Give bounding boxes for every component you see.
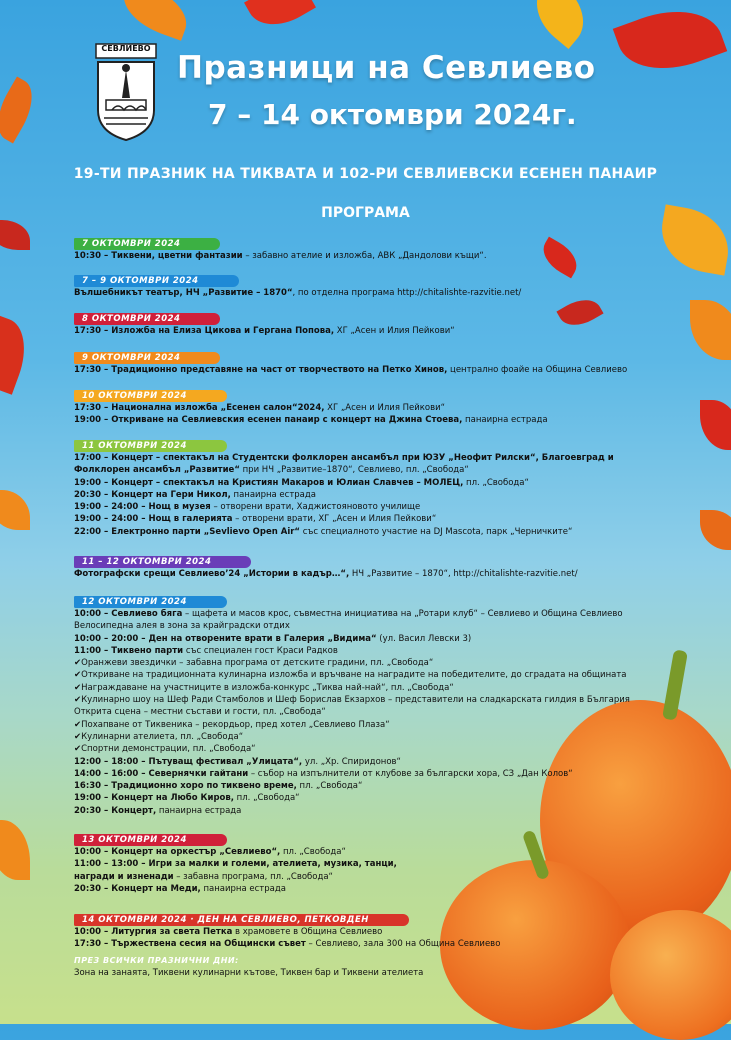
event-line	[74, 325, 684, 337]
day-date-badge: 11 ОКТОМВРИ 2024	[74, 440, 227, 452]
event-line	[74, 926, 684, 938]
event-line	[74, 287, 684, 299]
leaf-decoration	[0, 820, 30, 880]
event-details: – отворени врати, Хаджистояновото училище	[210, 502, 421, 513]
event-line	[74, 608, 684, 620]
day-date-badge: 9 ОКТОМВРИ 2024	[74, 352, 220, 364]
event-title: 19:00 – 24:00 – Нощ в галерията	[74, 514, 233, 525]
event-details: – Севлиево, зала 300 на Община Севлиево	[305, 939, 501, 950]
event-line	[74, 526, 684, 538]
event-title: 20:30 – Концерт на Гери Никол,	[74, 489, 231, 500]
event-line	[74, 489, 684, 501]
event-title: 17:30 – Тържествена сесия на Общински съвет	[74, 939, 306, 950]
leaf-decoration	[115, 0, 194, 41]
program-heading: ПРОГРАМА	[321, 205, 410, 221]
event-details: (ул. Васил Левски 3)	[376, 633, 472, 644]
sevlievo-coat-of-arms-icon	[92, 40, 160, 144]
event-line	[74, 477, 684, 489]
program-day	[74, 433, 684, 538]
event-line	[74, 706, 684, 718]
event-line	[74, 464, 684, 476]
day-date-badge: 14 ОКТОМВРИ 2024 · ДЕН НА СЕВЛИЕВО, ПЕТКОВДЕН	[74, 914, 409, 926]
event-title: 16:30 – Традиционно хоро по тиквено време,	[74, 781, 297, 792]
event-title: 17:00 – Концерт – спектакъл на Студентски фолклорен ансамбъл при ЮЗУ „Неофит Рилски“, Благоевград и	[74, 453, 614, 463]
event-details: ул. „Хр. Спиридонов“	[302, 756, 401, 767]
event-title: 11:00 – Тиквено парти	[74, 645, 184, 656]
event-details: ✔Кулинарни ателиета, пл. „Свобода“	[74, 731, 244, 742]
event-details: пл. „Свобода“	[280, 847, 346, 857]
event-line	[74, 682, 684, 694]
event-details: със специален гост Краси Радков	[183, 645, 338, 656]
event-line	[74, 568, 684, 580]
leaf-decoration	[690, 300, 731, 360]
event-details: ✔Кулинарно шоу на Шеф Ради Стамболов и Шеф Борислав Екзархов – представители на сладкарската гилдия в България	[74, 695, 630, 706]
event-details: – събор на изпълнители от клубове за български хора, СЗ „Дан Колов“	[248, 768, 573, 779]
event-line	[74, 731, 684, 743]
festival-dates: 7 – 14 октомври 2024г.	[208, 98, 577, 131]
day-date-badge: 7 ОКТОМВРИ 2024	[74, 238, 220, 250]
event-line	[74, 250, 684, 262]
event-title: 10:30 – Тиквени, цветни фантазии	[74, 251, 243, 261]
event-details: при НЧ „Развитие–1870“, Севлиево, пл. „Свобода“	[239, 465, 469, 476]
event-title: 20:30 – Концерт,	[74, 805, 157, 816]
event-title: 10:00 – Литургия за света Петка	[74, 927, 233, 937]
event-title: Фолклорен ансамбъл „Развитие“	[74, 465, 240, 476]
event-details: панаирна естрада	[230, 489, 316, 500]
event-title: 11:00 – 13:00 – Игри за малки и големи, ателиета, музика, танци,	[74, 859, 397, 870]
event-line	[74, 452, 684, 464]
event-title: Вълшебникът театър, НЧ „Развитие – 1870“	[74, 288, 293, 298]
event-details: пл. „Свобода“	[233, 793, 300, 804]
event-title: 20:30 – Концерт на Меди,	[74, 883, 201, 894]
event-details: ✔Спортни демонстрации, пл. „Свобода“	[74, 744, 256, 755]
event-line	[74, 501, 684, 513]
event-line	[74, 858, 684, 870]
leaf-decoration	[0, 77, 43, 144]
event-title: 19:00 – Концерт – спектакъл на Кристиян Макаров и Юлиан Славчев – МОЛЕЦ,	[74, 477, 464, 488]
program-day	[74, 589, 684, 817]
event-line	[74, 669, 684, 681]
event-details: ХГ „Асен и Илия Пейкови“	[324, 403, 446, 413]
program-day	[74, 549, 684, 580]
program-day	[74, 383, 684, 427]
event-line	[74, 768, 684, 780]
event-details: панаирна естрада	[200, 883, 286, 894]
event-line	[74, 871, 684, 883]
leaf-decoration	[613, 0, 727, 85]
event-title: 19:00 – 24:00 – Нощ в музея	[74, 502, 211, 513]
event-line	[74, 846, 684, 858]
event-details: ХГ „Асен и Илия Пейкови“	[334, 326, 455, 336]
footer-text: Зона на занаята, Тиквени кулинарни кътове, Тиквен бар и Тиквени ателиета	[74, 968, 424, 978]
footer-section	[74, 956, 423, 978]
event-title: 22:00 – Електронно парти „Sevlievo Open Air“	[74, 526, 301, 537]
event-title: 19:00 – Откриване на Севлиевския есенен панаир с концерт на Джина Стоева,	[74, 415, 463, 426]
day-date-badge: 13 ОКТОМВРИ 2024	[74, 834, 227, 846]
event-details: ✔Откриване на традиционната кулинарна изложба и връчване на наградите на победителите, до сградата на общината	[74, 670, 627, 681]
leaf-decoration	[0, 315, 36, 394]
event-details: пл. „Свобода“	[296, 781, 363, 792]
event-line	[74, 414, 684, 426]
event-line	[74, 633, 684, 645]
event-line	[74, 780, 684, 792]
event-title: 10:00 – 20:00 – Ден на отворените врати в Галерия „Видима“	[74, 633, 377, 644]
program-day	[74, 268, 684, 299]
event-details: централно фоайе на Община Севлиево	[447, 365, 628, 375]
leaf-decoration	[244, 0, 316, 37]
event-details: със специалното участие на DJ Mascota, парк „Черничките“	[300, 526, 573, 537]
event-details: панаирна естрада	[462, 415, 548, 426]
event-title: 19:00 – Концерт на Любо Киров,	[74, 793, 234, 804]
leaf-decoration	[0, 490, 30, 530]
event-details: ✔Оранжеви звездички – забавна програма от детските градини, пл. „Свобода“	[74, 658, 434, 669]
program-day	[74, 231, 684, 262]
event-line	[74, 792, 684, 804]
event-title: 17:30 – Национална изложба „Есенен салон“2024,	[74, 403, 325, 413]
event-details: – забавна програма, пл. „Свобода“	[173, 871, 333, 882]
event-title: 17:30 – Изложба на Елиза Цикова и Гергана Попова,	[74, 326, 335, 336]
program-day	[74, 345, 684, 376]
event-details: ✔Награждаване на участниците в изложба-конкурс „Тиква най-най“, пл. „Свобода“	[74, 682, 454, 693]
footer-label: ПРЕЗ ВСИЧКИ ПРАЗНИЧНИ ДНИ:	[74, 956, 239, 965]
event-details: НЧ „Развитие – 1870“, http://chitalishte-razvitie.net/	[349, 569, 578, 579]
leaf-decoration	[523, 0, 598, 49]
leaf-decoration	[0, 220, 30, 250]
event-title: 17:30 – Традиционно представяне на част от творчеството на Петко Хинов,	[74, 365, 448, 375]
leaf-decoration	[700, 400, 731, 450]
event-title: награди и изненади	[74, 871, 174, 882]
event-line	[74, 513, 684, 525]
event-details: Открита сцена – местни състави и гости, пл. „Свобода“	[74, 707, 326, 718]
festival-subtitle: 19-ТИ ПРАЗНИК НА ТИКВАТА И 102-РИ СЕВЛИЕВСКИ ЕСЕНЕН ПАНАИР	[73, 166, 658, 182]
event-line	[74, 645, 684, 657]
event-line	[74, 620, 684, 632]
event-line	[74, 883, 684, 895]
event-line	[74, 657, 684, 669]
day-date-badge: 12 ОКТОМВРИ 2024	[74, 596, 227, 608]
event-title: 12:00 – 18:00 – Пътуващ фестивал „Улицата“,	[74, 756, 303, 767]
program-day	[74, 306, 684, 337]
page-title: Празници на Севлиево	[177, 50, 596, 86]
event-line	[74, 743, 684, 755]
event-details: Велосипедна алея в зона за крайградски отдих	[74, 621, 290, 632]
event-details: панаирна естрада	[156, 805, 242, 816]
event-line	[74, 402, 684, 414]
event-line	[74, 694, 684, 706]
event-title: 10:00 – Севлиево бяга	[74, 609, 183, 619]
event-details: пл. „Свобода“	[463, 477, 529, 488]
event-title: Фотографски срещи Севлиево’24 „Истории в кадър…“,	[74, 569, 350, 579]
day-date-badge: 7 – 9 ОКТОМВРИ 2024	[74, 275, 239, 287]
event-line	[74, 364, 684, 376]
event-details: – забавно ателие и изложба, АВК „Дандолови къщи“.	[242, 251, 487, 261]
program-day	[74, 827, 684, 895]
event-line	[74, 938, 684, 950]
program-day	[74, 907, 684, 951]
day-date-badge: 10 ОКТОМВРИ 2024	[74, 390, 227, 402]
event-line	[74, 805, 684, 817]
event-details: – щафета и масов крос, съвместна инициатива на „Ротари клуб“ – Севлиево и Община Севлиево	[182, 609, 623, 619]
day-date-badge: 11 – 12 ОКТОМВРИ 2024	[74, 556, 251, 568]
event-details: ✔Похапване от Тиквеника – рекордьор, пред хотел „Севлиево Плаза“	[74, 719, 390, 730]
leaf-decoration	[700, 510, 731, 550]
event-details: в храмовете в Община Севлиево	[232, 927, 383, 937]
event-title: 14:00 – 16:00 – Севернячки гайтани	[74, 768, 249, 779]
event-title: 10:00 – Концерт на оркестър „Севлиево“,	[74, 847, 281, 857]
crest-label: СЕВЛИЕВО	[101, 44, 151, 53]
event-details: – отворени врати, ХГ „Асен и Илия Пейкови“	[232, 514, 437, 525]
event-line	[74, 719, 684, 731]
day-date-badge: 8 ОКТОМВРИ 2024	[74, 313, 220, 325]
event-line	[74, 756, 684, 768]
event-details: , по отделна програма http://chitalishte-razvitie.net/	[292, 288, 522, 298]
